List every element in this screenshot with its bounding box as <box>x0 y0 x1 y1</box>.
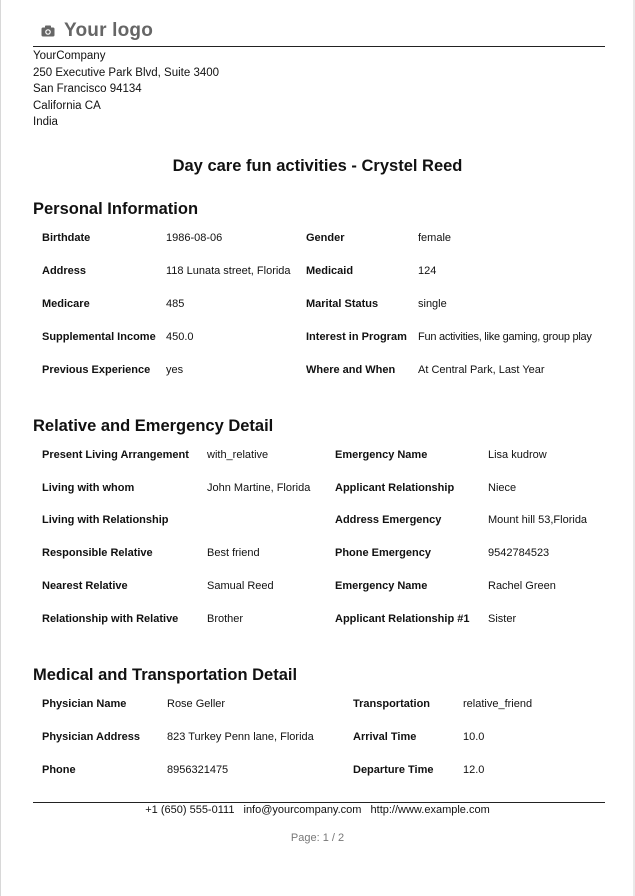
label-interest-in-program: Interest in Program <box>306 331 407 343</box>
company-address <box>33 48 219 131</box>
value-emergency-name: Lisa kudrow <box>488 449 547 461</box>
logo-text: Your logo <box>64 20 154 41</box>
label-emergency-name-2: Emergency Name <box>335 580 428 592</box>
company-country: India <box>33 116 58 128</box>
label-nearest-relative: Nearest Relative <box>42 580 128 592</box>
value-where-and-when: At Central Park, Last Year <box>418 364 545 376</box>
label-phone: Phone <box>42 764 76 776</box>
value-arrival-time: 10.0 <box>463 731 485 743</box>
label-marital-status: Marital Status <box>306 298 379 310</box>
label-relationship-with-relative: Relationship with Relative <box>42 613 179 625</box>
footer-contact <box>0 804 635 816</box>
label-medicare: Medicare <box>42 298 90 310</box>
value-physician-address: 823 Turkey Penn lane, Florida <box>167 731 314 743</box>
section-title-relative: Relative and Emergency Detail <box>33 417 274 435</box>
section-title-personal: Personal Information <box>33 200 199 218</box>
value-applicant-relationship: Niece <box>488 482 517 494</box>
label-present-living-arrangement: Present Living Arrangement <box>42 449 189 461</box>
value-responsible-relative: Best friend <box>207 547 260 559</box>
value-emergency-name-2: Rachel Green <box>488 580 556 592</box>
label-previous-experience: Previous Experience <box>42 364 151 376</box>
label-address: Address <box>42 265 87 277</box>
value-transportation: relative_friend <box>463 698 533 710</box>
value-nearest-relative: Samual Reed <box>207 580 274 592</box>
value-medicare: 485 <box>166 298 185 310</box>
value-marital-status: single <box>418 298 447 310</box>
value-physician-name: Rose Geller <box>167 698 226 710</box>
footer-divider <box>33 802 605 803</box>
label-applicant-relationship: Applicant Relationship <box>335 482 455 494</box>
label-supplemental-income: Supplemental Income <box>42 331 156 343</box>
label-responsible-relative: Responsible Relative <box>42 547 153 559</box>
label-phone-emergency: Phone Emergency <box>335 547 431 559</box>
footer-email[interactable]: info@yourcompany.com <box>243 804 362 816</box>
label-medicaid: Medicaid <box>306 265 354 277</box>
value-applicant-relationship-1: Sister <box>488 613 517 625</box>
label-departure-time: Departure Time <box>353 764 434 776</box>
company-street: 250 Executive Park Blvd, Suite 3400 <box>33 66 220 79</box>
label-address-emergency: Address Emergency <box>335 514 442 526</box>
document-title: Day care fun activities - Crystel Reed <box>172 157 463 175</box>
company-city-zip: San Francisco 94134 <box>33 83 142 95</box>
value-birthdate: 1986-08-06 <box>166 232 223 244</box>
label-living-with-whom: Living with whom <box>42 482 135 494</box>
value-present-living-arrangement: with_relative <box>207 449 269 461</box>
footer-website[interactable]: http://www.example.com <box>370 804 490 816</box>
value-gender: female <box>418 232 452 244</box>
label-applicant-relationship-1: Applicant Relationship #1 <box>335 613 470 625</box>
value-living-with-whom: John Martine, Florida <box>207 482 311 494</box>
company-state: California CA <box>33 99 101 112</box>
value-previous-experience: yes <box>166 364 184 376</box>
page-indicator: Page: 1 / 2 <box>290 832 345 844</box>
value-departure-time: 12.0 <box>463 764 485 776</box>
label-emergency-name: Emergency Name <box>335 449 428 461</box>
label-birthdate: Birthdate <box>42 232 91 244</box>
value-supplemental-income: 450.0 <box>166 331 194 343</box>
value-phone-emergency: 9542784523 <box>488 547 550 559</box>
company-logo <box>41 18 153 44</box>
section-title-medical: Medical and Transportation Detail <box>33 666 298 684</box>
company-name: YourCompany <box>33 50 106 62</box>
page-edge <box>0 0 1 896</box>
header-divider <box>33 46 605 47</box>
label-arrival-time: Arrival Time <box>353 731 417 743</box>
label-gender: Gender <box>306 232 345 244</box>
label-physician-address: Physician Address <box>42 731 141 743</box>
label-transportation: Transportation <box>353 698 431 710</box>
value-medicaid: 124 <box>418 265 437 277</box>
label-where-and-when: Where and When <box>306 364 396 376</box>
value-address-emergency: Mount hill 53,Florida <box>488 514 588 526</box>
label-living-with-relationship: Living with Relationship <box>42 514 169 526</box>
value-interest-in-program: Fun activities, like gaming, group play <box>418 331 592 343</box>
camera-icon <box>41 24 57 38</box>
value-address: 118 Lunata street, Florida <box>166 265 291 277</box>
label-physician-name: Physician Name <box>42 698 127 710</box>
footer-phone: +1 (650) 555-0111 <box>145 804 235 816</box>
value-phone: 8956321475 <box>167 764 229 776</box>
value-relationship-with-relative: Brother <box>207 613 244 625</box>
